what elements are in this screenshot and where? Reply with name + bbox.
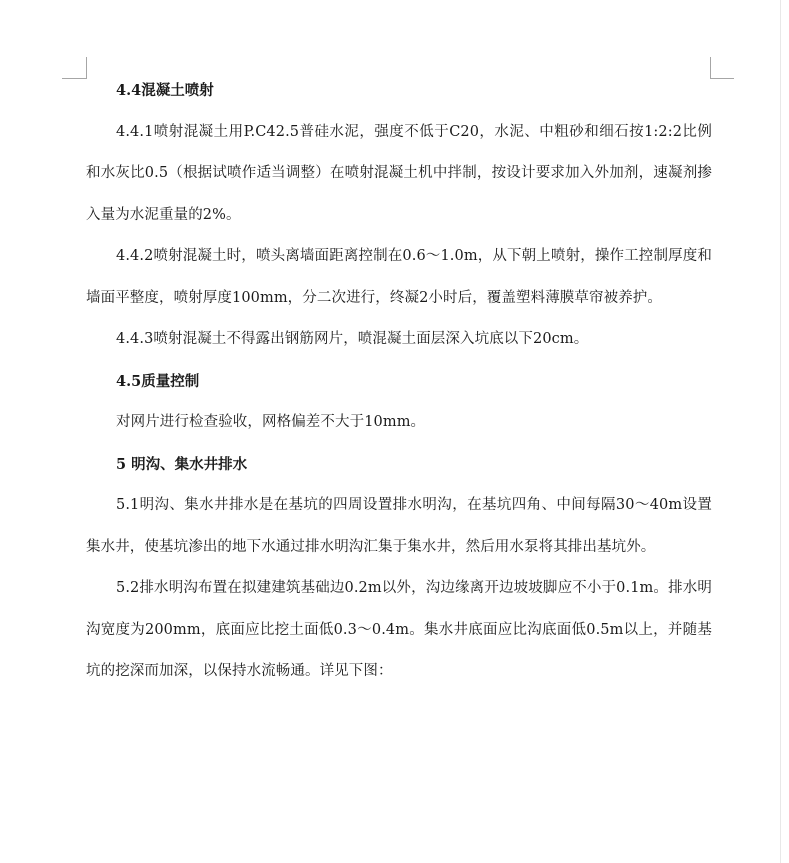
section-heading-4-5: 4.5质量控制 <box>116 372 200 390</box>
crop-mark-top-right-horizontal <box>710 78 734 79</box>
section-heading-4-4: 4.4混凝土喷射 <box>116 82 214 99</box>
page-right-edge <box>780 0 789 863</box>
paragraph-4-4-1: 4.4.1喷射混凝土用P.C42.5普硅水泥，强度不低于C20，水泥、中粗砂和细石按1:2:2比例和水灰比0.5（根据试喷作适当调整）在喷射混凝土机中拌制，按设计要求加入外加剂，速凝剂掺入量为水泥重量的2%。 <box>86 123 712 223</box>
paragraph-4-5-1: 对网片进行检查验收，网格偏差不大于10mm。 <box>116 414 426 430</box>
document-body[interactable] <box>86 70 712 693</box>
paragraph-4-4-2: 4.4.2喷射混凝土时，喷头离墙面距离控制在0.6～1.0m，从下朝上喷射，操作工控制厚度和墙面平整度，喷射厚度100mm，分二次进行，终凝2小时后，覆盖塑料薄膜草帘被养护。 <box>86 248 712 306</box>
paragraph-5-1: 5.1明沟、集水井排水是在基坑的四周设置排水明沟，在基坑四角、中间每隔30～40m设置集水井，使基坑渗出的地下水通过排水明沟汇集于集水井，然后用水泵将其排出基坑外。 <box>86 497 712 555</box>
section-heading-5: 5 明沟、集水井排水 <box>116 455 248 473</box>
paragraph-4-4-3: 4.4.3喷射混凝土不得露出钢筋网片，喷混凝土面层深入坑底以下20cm。 <box>116 331 589 347</box>
crop-mark-top-left-horizontal <box>62 78 86 79</box>
paragraph-5-2: 5.2排水明沟布置在拟建建筑基础边0.2m以外，沟边缘离开边坡坡脚应不小于0.1m。排水明沟宽度为200mm，底面应比挖土面低0.3～0.4m。集水井底面应比沟底面低0.5m以上，并随基坑的挖深而加深，以保持水流畅通。详见下图： <box>86 580 712 679</box>
